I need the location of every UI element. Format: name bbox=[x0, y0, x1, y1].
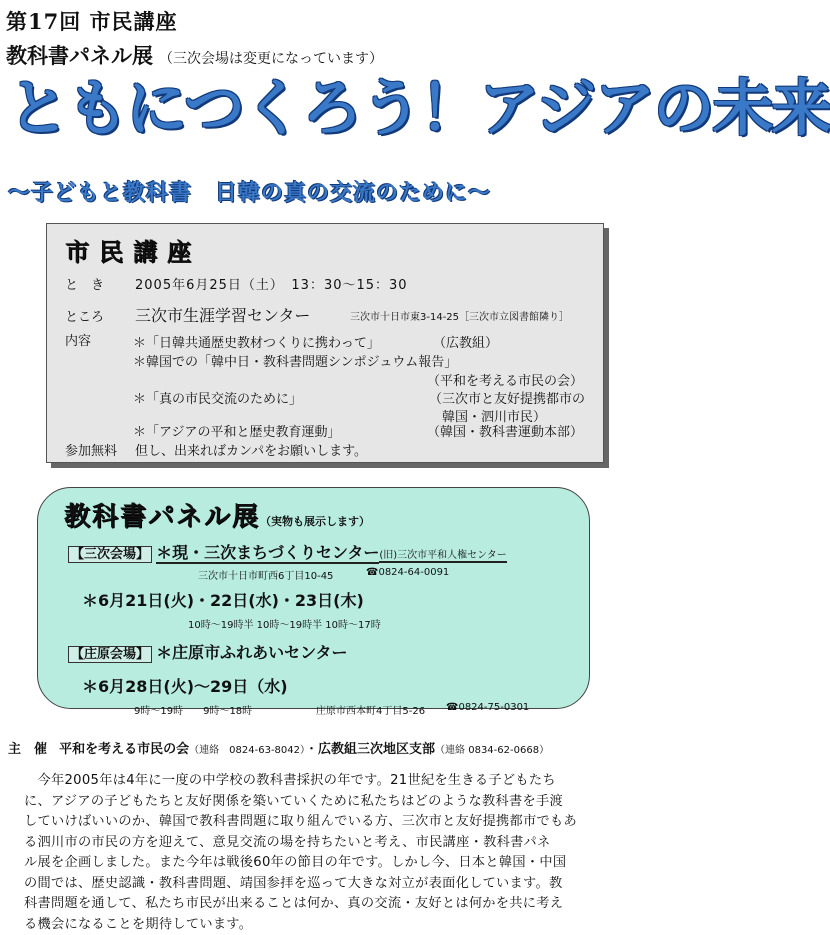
miyoshi-venue-name: ＊現・三次まちづくりセンター bbox=[156, 543, 379, 564]
body-line: る泗川市の市民の方を迎えて、意見交流の場を持ちたいと考え、市民講座・教科書パネ bbox=[24, 833, 618, 854]
lecture-item-4: ＊「アジアの平和と歴史教育運動」 bbox=[133, 421, 340, 440]
lecture-heading: 市民講座 bbox=[65, 232, 201, 267]
shobara-dates: ＊6月28日(火)〜29日（水) bbox=[82, 674, 288, 697]
miyoshi-tag: 【三次会場】 bbox=[68, 546, 152, 563]
event-number-heading: 第17回 市民講座 bbox=[6, 6, 178, 36]
body-line: ル展を企画しました。また今年は戦後60年の節目の年です。しかし今、日本と韓国・中国 bbox=[24, 853, 618, 874]
content-label: 内容 bbox=[65, 330, 91, 349]
body-line: の間では、歴史認識・教科書問題、靖国参拝を巡って大きな対立が表面化しています。教 bbox=[24, 874, 618, 895]
shobara-venue-name: ＊庄原市ふれあいセンター bbox=[156, 643, 347, 662]
organizer-label: 主 催 bbox=[8, 742, 47, 757]
event-subheading bbox=[6, 40, 383, 70]
miyoshi-tel: ☎0824-64-0091 bbox=[366, 567, 449, 578]
date-value: 2005年6月25日（土） 13：30〜15：30 bbox=[135, 274, 408, 293]
organizer-1: 平和を考える市民の会 bbox=[59, 742, 189, 757]
shobara-address: 庄原市西本町4丁目5-26 bbox=[316, 702, 425, 717]
miyoshi-times: 10時〜19時半 10時〜19時半 10時〜17時 bbox=[188, 616, 381, 631]
body-line: 今年2005年は4年に一度の中学校の教科書採択の年です。21世紀を生きる子どもたち bbox=[24, 771, 618, 792]
lecture-item-3: ＊「真の市民交流のために」 bbox=[133, 388, 302, 407]
venue-change-note: （三次会場は変更になっています） bbox=[159, 51, 383, 67]
place-name: 三次市生涯学習センター bbox=[135, 303, 310, 326]
lecture-box bbox=[46, 223, 604, 463]
miyoshi-address: 三次市十日市町西6丁目10-45 bbox=[198, 567, 333, 582]
body-paragraph bbox=[24, 771, 618, 935]
body-line: 科書問題を通して、私たち市民が出来ることは何か、真の交流・友好とは何かを共に考え bbox=[24, 894, 618, 915]
panel-heading-note: （実物も展示します） bbox=[260, 515, 370, 528]
lecture-item-2-by: （平和を考える市民の会） bbox=[427, 370, 583, 389]
panel-exhibit-box bbox=[37, 487, 590, 709]
place-label: ところ bbox=[65, 306, 104, 325]
panel-exhibit-label: 教科書パネル展 bbox=[6, 43, 153, 68]
fee-text: 但し、出来ればカンパをお願いします。 bbox=[135, 440, 367, 459]
shobara-tel: ☎0824-75-0301 bbox=[446, 702, 529, 713]
lecture-item-1: ＊「日韓共通歴史教材つくりに携わって」 bbox=[133, 332, 380, 351]
shobara-venue bbox=[68, 640, 348, 663]
panel-heading-text: 教科書パネル展 bbox=[64, 502, 260, 532]
main-subtitle: 〜子どもと教科書 日韓の真の交流のために〜 bbox=[8, 176, 491, 207]
date-label: と き bbox=[65, 274, 104, 293]
miyoshi-dates: ＊6月21日(火)・22日(水)・23日(木) bbox=[82, 588, 364, 611]
place-address: 三次市十日市東3-14-25［三次市立図書館隣り］ bbox=[350, 308, 569, 323]
lecture-item-2: ＊韓国での「韓中日・教科書問題シンポジュウム報告」 bbox=[133, 351, 457, 370]
lecture-item-3-by-2: 韓国・泗川市民） bbox=[442, 406, 546, 425]
organizer-2-contact: （連絡 0834-62-0668） bbox=[435, 745, 549, 756]
organizer-line bbox=[8, 738, 549, 757]
body-line: していけばいいのか、韓国で教科書問題に取り組んでいる方、三次市と友好提携都市でもあ bbox=[24, 812, 618, 833]
body-line: る機会になることを期待しています。 bbox=[24, 915, 618, 935]
fee-label: 参加無料 bbox=[65, 440, 117, 459]
lecture-item-3-by: （三次市と友好提携都市の bbox=[429, 388, 585, 407]
miyoshi-old-name: (旧)三次市平和人権センター bbox=[379, 550, 506, 563]
miyoshi-venue bbox=[68, 540, 507, 563]
panel-heading bbox=[64, 496, 370, 533]
organizer-1-contact: （連絡 0824-63-8042） bbox=[189, 745, 305, 756]
lecture-item-4-by: （韓国・教科書運動本部） bbox=[427, 421, 583, 440]
shobara-times: 9時〜19時 9時〜18時 bbox=[134, 702, 252, 717]
body-line: に、アジアの子どもたちと友好関係を築いていくために私たちはどのような教科書を手渡 bbox=[24, 792, 618, 813]
shobara-tag: 【庄原会場】 bbox=[68, 646, 152, 663]
main-title: ともにつくろう！アジアの未来 bbox=[8, 78, 830, 139]
lecture-item-1-by: （広教組） bbox=[433, 332, 498, 351]
organizer-separator: ・ bbox=[305, 742, 318, 757]
organizer-2: 広教組三次地区支部 bbox=[318, 742, 435, 757]
